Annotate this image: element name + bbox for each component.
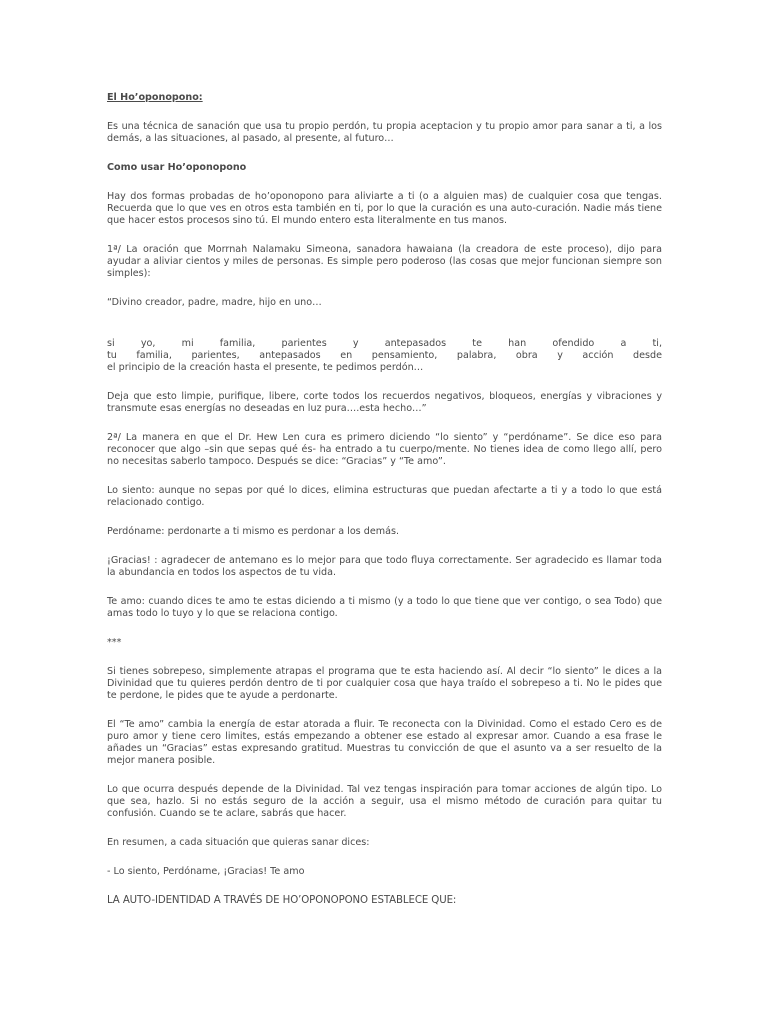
prayer-block	[107, 338, 662, 374]
en-resumen-paragraph: En resumen, a cada situación que quieras sanar dices:	[107, 837, 370, 848]
prayer-line: tu familia, parientes, antepasados en pensamiento, palabra, obra y acción desde	[107, 350, 662, 361]
final-heading: LA AUTO-IDENTIDAD A TRAVÉS DE HO’OPONOPONO ESTABLECE QUE:	[107, 895, 457, 906]
te-amo-energia-paragraph: El “Te amo” cambia la energía de estar atorada a fluir. Te reconecta con la Divinidad. Como el estado Cero es de puro amor y tiene cero limites, estás empezando a obtener ese estado al expresar amor. Cuando a esa frase le añades un “Gracias” estas expresando gratitud. Muestras tu convicción de que el asunto va a ser resuelto de la mejor manera posible.	[107, 719, 662, 766]
prayer-line: el principio de la creación hasta el presente, te pedimos perdón…	[107, 362, 424, 373]
intro-paragraph: Es una técnica de sanación que usa tu propio perdón, tu propia aceptacion y tu propio amor para sanar a ti, a los demás, a las situaciones, al pasado, al presente, al futuro…	[107, 121, 662, 144]
document-title: El Ho’oponopono:	[107, 92, 203, 103]
separator: ***	[107, 637, 122, 648]
document-body	[107, 92, 662, 907]
prayer-closing: Deja que esto limpie, purifique, libere, corte todos los recuerdos negativos, bloqueos, energías y vibraciones y transmute esas energías no deseadas en luz pura….esta hecho…”	[107, 391, 662, 414]
second-method-paragraph: 2ª/ La manera en que el Dr. Hew Len cura es primero diciendo “lo siento” y “perdóname”. Se dice eso para reconocer que algo –sin que sepas qué és- ha entrado a tu cuerpo/mente. No tienes idea de como llego allí, pero no necesitas saberlo tampoco. Después se dice: “Gracias” y “Te amo”.	[107, 432, 662, 467]
mantra-line: - Lo siento, Perdóname, ¡Gracias! Te amo	[107, 866, 305, 877]
gracias-paragraph: ¡Gracias! : agradecer de antemano es lo mejor para que todo fluya correctamente. Ser agradecido es llamar toda la abundancia en todos los aspectos de tu vida.	[107, 555, 662, 578]
lo-siento-paragraph: Lo siento: aunque no sepas por qué lo dices, elimina estructuras que puedan afectarte a ti y a todo lo que está relacionado contigo.	[107, 485, 662, 508]
lo-que-ocurra-paragraph: Lo que ocurra después depende de la Divinidad. Tal vez tengas inspiración para tomar acciones de algún tipo. Lo que sea, hazlo. Si no estás seguro de la acción a seguir, usa el mismo método de curación para quitar tu confusión. Cuando se te aclare, sabrás que hacer.	[107, 784, 662, 819]
two-forms-paragraph: Hay dos formas probadas de ho’oponopono para aliviarte a ti (o a alguien mas) de cualquier cosa que tengas. Recuerda que lo que ves en otros esta también en ti, por lo que la curación es una auto-curación. Nadie más tiene que hacer estos procesos sino tú. El mundo entero esta literalmente en tus manos.	[107, 191, 662, 226]
perdoname-paragraph: Perdóname: perdonarte a ti mismo es perdonar a los demás.	[107, 526, 399, 537]
prayer-line: si yo, mi familia, parientes y antepasados te han ofendido a ti,	[107, 338, 662, 349]
first-method-paragraph: 1ª/ La oración que Morrnah Nalamaku Simeona, sanadora hawaiana (la creadora de este proceso), dijo para ayudar a aliviar cientos y miles de personas. Es simple pero poderoso (las cosas que mejor funcionan siempre son simples):	[107, 244, 662, 279]
prayer-opening: “Divino creador, padre, madre, hijo en uno…	[107, 297, 322, 308]
sobrepeso-paragraph: Si tienes sobrepeso, simplemente atrapas el programa que te esta haciendo así. Al decir “lo siento” le dices a la Divinidad que tu quieres perdón dentro de ti por cualquier cosa que haya traído el sobrepeso a ti. No le pides que te perdone, le pides que te ayude a perdonarte.	[107, 666, 662, 701]
te-amo-paragraph: Te amo: cuando dices te amo te estas diciendo a ti mismo (y a todo lo que tiene que ver contigo, o sea Todo) que amas todo lo tuyo y lo que se relaciona contigo.	[107, 596, 662, 619]
section-heading: Como usar Ho’oponopono	[107, 162, 247, 173]
